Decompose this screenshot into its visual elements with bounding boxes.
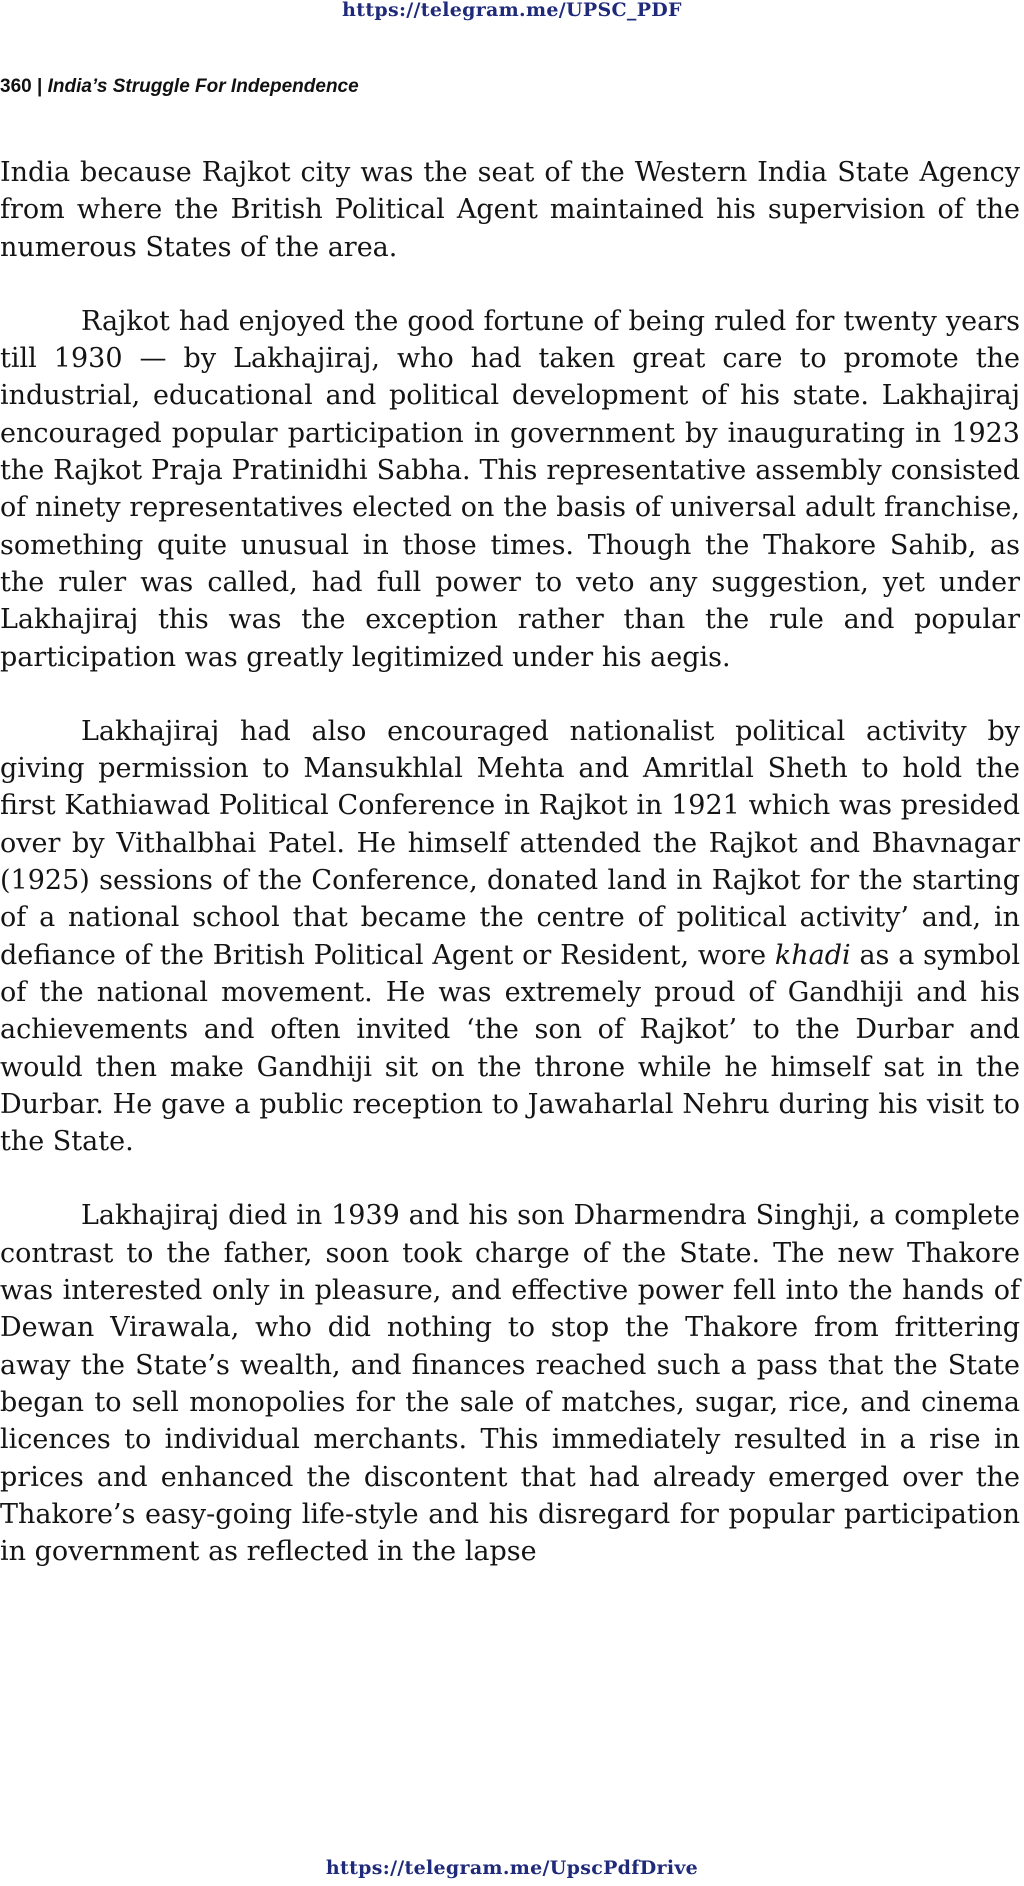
italic-word-khadi: khadi: [774, 939, 851, 971]
paragraph-1: India because Rajkot city was the seat of the Western India State Agency from where the British Political Agent maintained his supervision of the numerous States of the area.: [0, 157, 1020, 263]
paragraph-3-text-after: as a symbol of the national movement. He was extremely proud of Gandhiji and his achievements and often invited ‘the son of Rajkot’ to the Durbar and would then make Gandhiji sit on the throne while he himself sat in the Durbar. He gave a public reception to Jawaharlal Nehru during his visit to the State.: [0, 939, 1020, 1158]
paragraph-3-text-before: Lakhajiraj had also encouraged nationalist political activity by giving permission to Mansukhlal Mehta and Amritlal Sheth to hold the first Kathiawad Political Conference in Rajkot in 1921 which was presided over by Vithalbhai Patel. He himself attended the Rajkot and Bhavnagar (1925) sessions of the Conference, donated land in Rajkot for the starting of a national school that became the centre of political activity’ and, in defiance of the British Political Agent or Resident, wore: [0, 715, 1020, 971]
book-title: India’s Struggle For Independence: [47, 76, 359, 97]
body-text: [0, 154, 1020, 1607]
running-head: [0, 76, 359, 98]
paragraph-2: Rajkot had enjoyed the good fortune of being ruled for twenty years till 1930 — by Lakhajiraj, who had taken great care to promote the industrial, educational and political development of his state. Lakhajiraj encouraged popular participation in government by inaugurating in 1923 the Rajkot Praja Pratinidhi Sabha. This representative assembly consisted of ninety representatives elected on the basis of universal adult franchise, something quite unusual in those times. Though the Thakore Sahib, as the ruler was called, had full power to veto any suggestion, yet under Lakhajiraj this was the exception rather than the rule and popular participation was greatly legitimized under his aegis.: [0, 305, 1020, 673]
header-separator: |: [36, 76, 43, 97]
top-watermark-link: https://telegram.me/UPSC_PDF: [342, 0, 682, 21]
page-number: 360: [0, 76, 32, 97]
paragraph-3: [0, 713, 1020, 1161]
bottom-watermark-link: https://telegram.me/UpscPdfDrive: [325, 1857, 699, 1879]
paragraph-4: Lakhajiraj died in 1939 and his son Dharmendra Singhji, a complete contrast to the father, soon took charge of the State. The new Thakore was interested only in pleasure, and effective power fell into the hands of Dewan Virawala, who did nothing to stop the Thakore from frittering away the State’s wealth, and finances reached such a pass that the State began to sell monopolies for the sale of matches, sugar, rice, and cinema licences to individual merchants. This immediately resulted in a rise in prices and enhanced the discontent that had already emerged over the Thakore’s easy-going life-style and his disregard for popular participation in government as reflected in the lapse: [0, 1200, 1020, 1568]
